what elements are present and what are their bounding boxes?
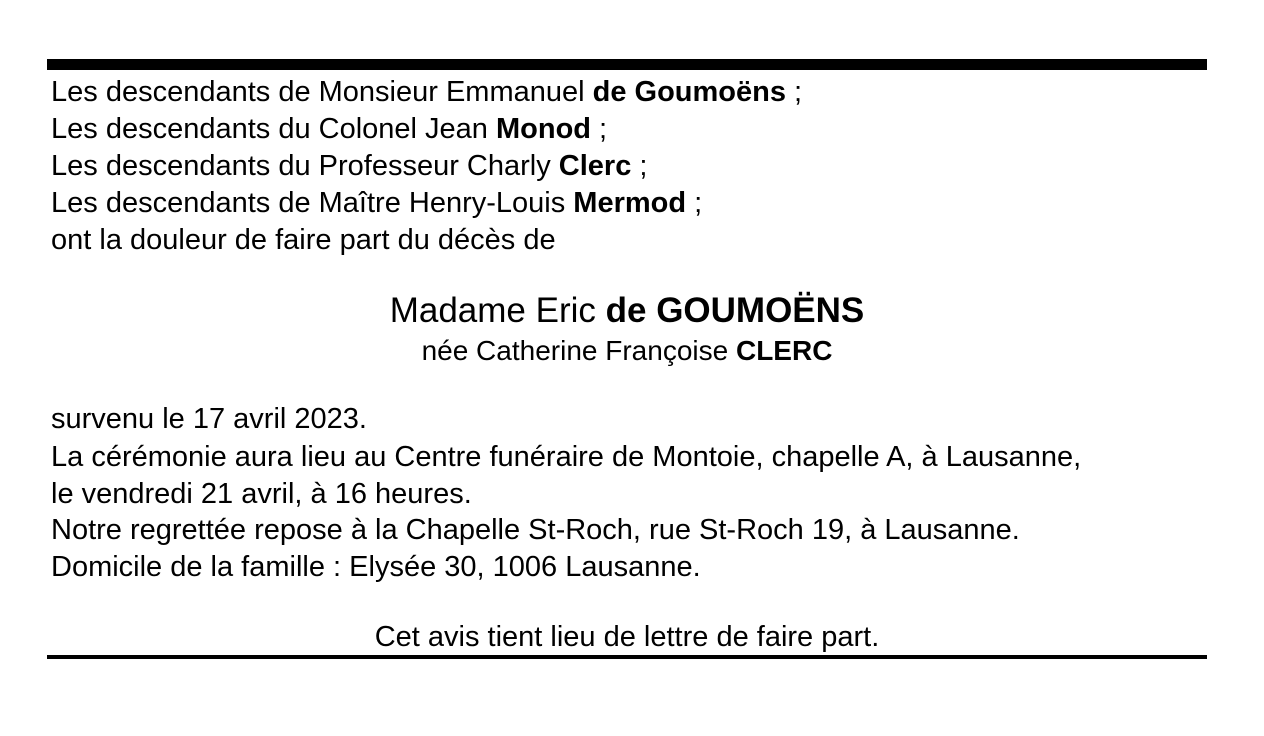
deceased-birth-surname: CLERC: [735, 335, 833, 366]
detail-line-1: survenu le 17 avril 2023.: [51, 403, 367, 435]
descendants-line-2-name: Monod: [495, 113, 591, 145]
descendants-line-3-name: Clerc: [558, 150, 632, 182]
descendants-line-2-text: Les descendants du Colonel Jean: [51, 113, 496, 145]
descendants-line-4-text: Les descendants de Maître Henry-Louis: [51, 187, 574, 219]
deceased-title-name: de GOUMOËNS: [605, 291, 865, 330]
announcement-line: ont la douleur de faire part du décès de: [51, 224, 556, 256]
descendants-line-1-name: de Goumoëns: [592, 76, 786, 108]
descendants-line-3-text: Les descendants du Professeur Charly: [51, 150, 559, 182]
detail-line-2: La cérémonie aura lieu au Centre funéraire de Montoie, chapelle A, à Lausanne,: [51, 441, 1082, 473]
detail-line-3: le vendredi 21 avril, à 16 heures.: [51, 478, 472, 510]
descendants-line-3: [51, 148, 647, 185]
deceased-birth-prefix: née Catherine Françoise: [421, 335, 736, 366]
closing-line: Cet avis tient lieu de lettre de faire part.: [374, 621, 880, 653]
deceased-title-prefix: Madame Eric: [389, 291, 606, 330]
top-rule: [47, 59, 1207, 70]
descendants-line-1-suffix: ;: [786, 76, 803, 108]
descendants-line-1: [51, 74, 802, 111]
descendants-line-4-suffix: ;: [686, 187, 703, 219]
descendants-line-4: [51, 185, 702, 222]
descendants-line-2-suffix: ;: [591, 113, 608, 145]
deceased-birth-name: [0, 334, 1254, 368]
detail-line-4: Notre regrettée repose à la Chapelle St-Roch, rue St-Roch 19, à Lausanne.: [51, 514, 1020, 546]
descendants-line-1-text: Les descendants de Monsieur Emmanuel: [51, 76, 593, 108]
descendants-line-3-suffix: ;: [631, 150, 648, 182]
descendants-line-2: [51, 111, 607, 148]
descendants-line-4-name: Mermod: [573, 187, 687, 219]
deceased-title: [0, 290, 1254, 332]
detail-line-5: Domicile de la famille : Elysée 30, 1006 Lausanne.: [51, 551, 701, 583]
bottom-rule: [47, 655, 1207, 659]
